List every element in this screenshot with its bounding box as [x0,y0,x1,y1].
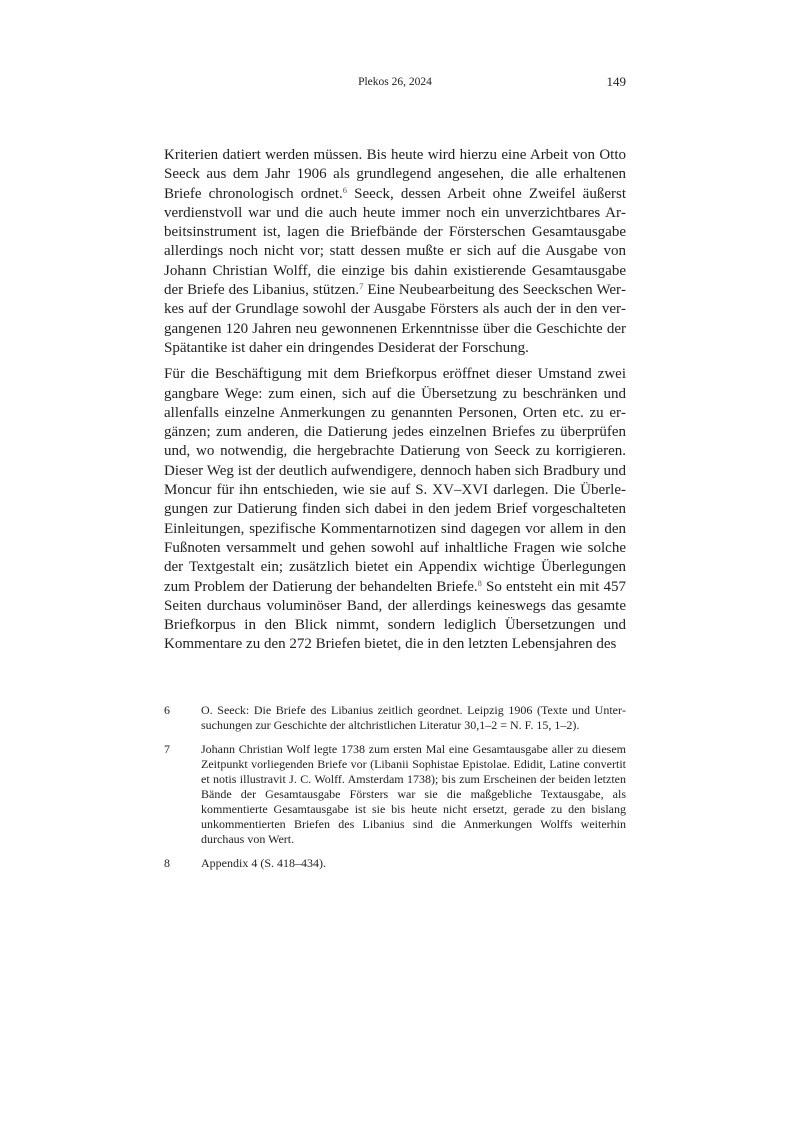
footnote-number: 6 [164,703,170,717]
paragraph-1 [164,146,626,358]
footnote-8 [164,856,626,871]
footnote-number: 8 [164,856,170,870]
footnote-ref-6[interactable]: 6 [342,184,348,195]
paragraph-1-text-a: Kriterien datiert werden müssen. Bis heute wird hierzu eine Arbeit von Otto Seeck aus dem Jahr 1906 als grundlegend angesehen, die alle erhaltenen Briefe chronologisch ordnet. [164,147,626,202]
footnote-ref-7[interactable]: 7 [359,281,364,292]
page-number: 149 [606,74,626,89]
footnote-number: 7 [164,742,170,756]
journal-title: Plekos 26, 2024 [358,76,432,88]
footnote-text: Johann Christian Wolf legte 1738 zum ersten Mal eine Gesamtausgabe aller zu diesem Zeitpunkt vorliegenden Briefe vor (Libanii Sophistae Epistolae. Edidit, Latine convertit et notis illustravit J. C. Wolff. Amsterdam 1738); bis zum Erscheinen der beiden letzten Bände der Gesamtausgabe Försters war sie die maßgebliche Textausgabe, als kommentierte Gesamtausgabe ist sie bis heute nicht ersetzt, gerade zu den bislang unkommentierten Briefen des Libanius sind die Anmerkungen Wolffs weiterhin durchaus von Wert. [201,742,626,846]
paragraph-2 [164,365,626,654]
paragraph-1-text-c: Eine Neubearbeitung des Seeckschen Werkes auf der Grundlage sowohl der Ausgabe Försters als auch der in den vergangenen 120 Jahren neu gewonnenen Erkenntnisse über die Geschichte der Spätantike ist daher ein dringendes Desiderat der Forschung. [164,282,626,356]
paragraph-2-text-a: Für die Beschäftigung mit dem Briefkorpus eröffnet dieser Umstand zwei gangbare Wege: zum einen, sich auf die Übersetzung zu beschränken und allenfalls einzelne Anmerkungen zu genannten Personen, Orten etc. zu ergänzen; zum anderen, die Datierung jedes einzelnen Briefes zu überprüfen und, wo notwendig, die hergebrachte Datierung von Seeck zu korrigieren. Dieser Weg ist der deutlich aufwendigere, dennoch haben sich Bradbury und Moncur für ihn entschieden, wie sie auf S. XV–XVI darlegen. Die Überlegungen zur Datierung finden sich dabei in den jedem Brief vorgeschalteten Einleitungen, spezifische Kommentarnotizen sind dagegen vor allem in den Fußnoten versammelt und gehen sowohl auf inhaltliche Fragen wie solche der Textgestalt ein; zusätzlich bietet ein Appendix wichtige Überlegungen zum Problem der Datierung der behandelten Briefe. [164,366,626,595]
page-header [164,74,626,94]
paragraph-1-text-b: Seeck, dessen Arbeit ohne Zweifel äußerst verdienstvoll war und die auch heute immer noch ein unverzichtbares Arbeitsinstrument ist, lagen die Briefbände der Försterschen Gesamtausgabe allerdings noch nicht vor; statt dessen mußte er sich auf die Ausgabe von Johann Christian Wolff, die einzige bis dahin existierende Gesamtausgabe der Briefe des Libanius, stützen. [164,185,626,299]
footnotes [164,703,626,880]
footnote-ref-8[interactable]: 8 [477,577,482,588]
footnote-text: Appendix 4 (S. 418–434). [201,856,326,870]
footnote-7 [164,742,626,847]
footnote-text: O. Seeck: Die Briefe des Libanius zeitlich geordnet. Leipzig 1906 (Texte und Untersuchungen zur Geschichte der altchristlichen Literatur 30,1–2 = N. F. 15, 1–2). [201,703,626,732]
body-text [164,146,626,655]
paragraph-2-text-b: So entsteht ein mit 457 Seiten durchaus voluminöser Band, der allerdings keineswegs das gesamte Briefkorpus in den Blick nimmt, sondern lediglich Übersetzungen und Kommentare zu den 272 Briefen bietet, die in den letzten Lebensjahren des [164,578,626,653]
footnote-6 [164,703,626,733]
